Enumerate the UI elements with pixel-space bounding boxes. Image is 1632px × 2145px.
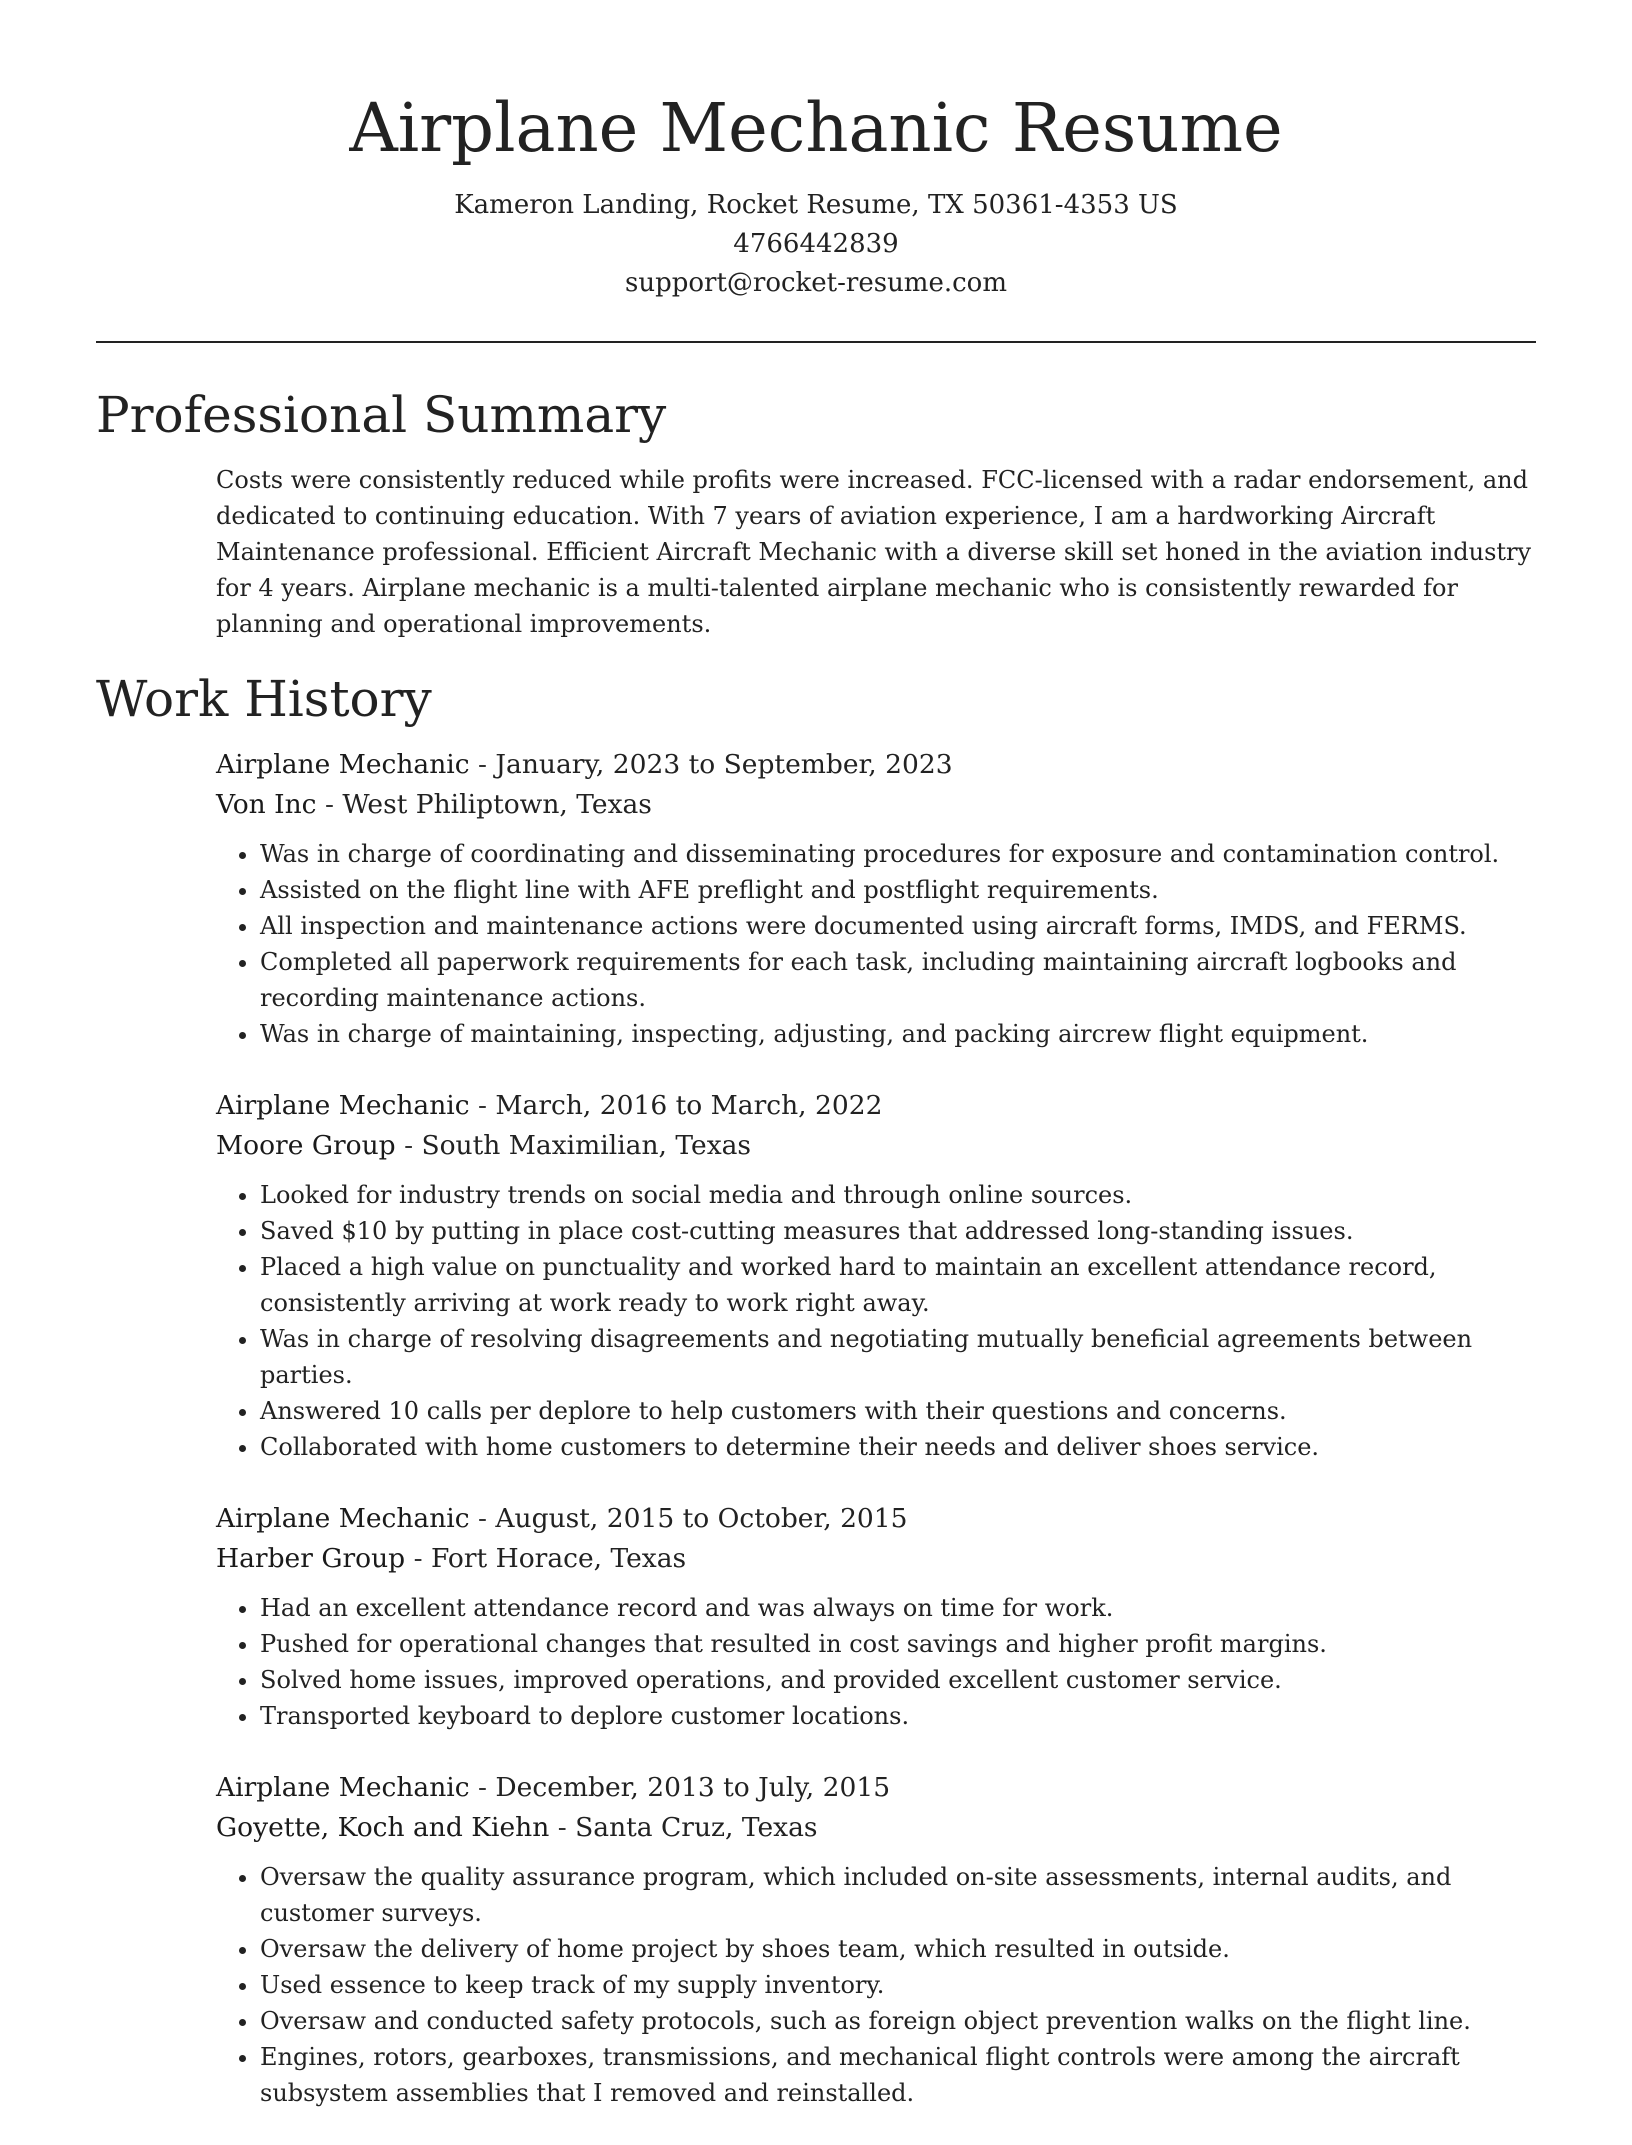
job-company-line: Goyette, Koch and Kiehn - Santa Cruz, Texas bbox=[216, 1812, 818, 1843]
job-entry bbox=[216, 1499, 1546, 1734]
job-title-line: Airplane Mechanic - March, 2016 to March, 2022 bbox=[216, 1090, 883, 1121]
job-company: Goyette, Koch and Kiehn bbox=[216, 1812, 550, 1843]
contact-email: support@rocket-resume.com bbox=[624, 268, 1007, 298]
job-dates: March, 2016 to March, 2022 bbox=[495, 1090, 883, 1121]
contact-phone: 4766442839 bbox=[733, 229, 899, 259]
job-title: Airplane Mechanic bbox=[216, 1090, 470, 1121]
job-bullets bbox=[216, 1859, 1546, 2111]
work-history-heading: Work History bbox=[96, 670, 432, 728]
job-bullet: • Saved $10 by putting in place cost-cutting measures that addressed long-standing issues. bbox=[260, 1213, 1546, 1249]
resume-title: Airplane Mechanic Resume bbox=[349, 89, 1283, 167]
job-bullet: • Looked for industry trends on social media and through online sources. bbox=[260, 1177, 1546, 1213]
contact-info bbox=[0, 186, 1632, 303]
job-bullet: • Was in charge of resolving disagreements and negotiating mutually beneficial agreements between parties. bbox=[260, 1321, 1546, 1393]
job-bullet: • Engines, rotors, gearboxes, transmissions, and mechanical flight controls were among the aircraft subsystem assemblies that I removed and reinstalled. bbox=[260, 2039, 1546, 2111]
job-company-line: Von Inc - West Philiptown, Texas bbox=[216, 789, 652, 820]
job-dates: January, 2023 to September, 2023 bbox=[495, 749, 953, 780]
job-company: Moore Group bbox=[216, 1130, 396, 1161]
job-bullet: • Was in charge of coordinating and disseminating procedures for exposure and contamination control. bbox=[260, 836, 1546, 872]
summary-text: Costs were consistently reduced while profits were increased. FCC-licensed with a radar endorsement, and dedicated to continuing education. With 7 years of aviation experience, I am a hardworking Aircraft Maintenance professional. Efficient Aircraft Mechanic with a diverse skill set honed in the aviation industry for 4 years. Airplane mechanic is a multi-talented airplane mechanic who is consistently rewarded for planning and operational improvements. bbox=[216, 466, 1532, 638]
job-bullet: • Oversaw and conducted safety protocols, such as foreign object prevention walks on the flight line. bbox=[260, 2003, 1546, 2039]
job-location: South Maximilian, Texas bbox=[421, 1130, 752, 1161]
job-location: Fort Horace, Texas bbox=[430, 1543, 687, 1574]
job-title: Airplane Mechanic bbox=[216, 1772, 470, 1803]
job-bullet: • Collaborated with home customers to determine their needs and deliver shoes service. bbox=[260, 1429, 1546, 1465]
job-bullet: • Completed all paperwork requirements for each task, including maintaining aircraft logbooks and recording maintenance actions. bbox=[260, 944, 1546, 1016]
header-divider bbox=[96, 341, 1536, 343]
job-title: Airplane Mechanic bbox=[216, 1503, 470, 1534]
job-bullets bbox=[216, 1177, 1546, 1465]
job-company-line: Moore Group - South Maximilian, Texas bbox=[216, 1130, 752, 1161]
work-history-list bbox=[216, 745, 1546, 2145]
job-bullets bbox=[216, 1590, 1546, 1734]
job-entry bbox=[216, 1768, 1546, 2111]
job-bullet: • Had an excellent attendance record and was always on time for work. bbox=[260, 1590, 1546, 1626]
job-bullets bbox=[216, 836, 1546, 1052]
job-entry bbox=[216, 745, 1546, 1052]
job-bullet: • Oversaw the quality assurance program, which included on-site assessments, internal audits, and customer surveys. bbox=[260, 1859, 1546, 1931]
job-bullet: • Placed a high value on punctuality and worked hard to maintain an excellent attendance record, consistently arriving at work ready to work right away. bbox=[260, 1249, 1546, 1321]
job-title-line: Airplane Mechanic - December, 2013 to July, 2015 bbox=[216, 1772, 891, 1803]
resume-header bbox=[0, 0, 1632, 303]
job-dates: August, 2015 to October, 2015 bbox=[495, 1503, 908, 1534]
job-dates: December, 2013 to July, 2015 bbox=[495, 1772, 891, 1803]
job-bullet: • Was in charge of maintaining, inspecting, adjusting, and packing aircrew flight equipment. bbox=[260, 1016, 1546, 1052]
job-bullet: • Answered 10 calls per deplore to help customers with their questions and concerns. bbox=[260, 1393, 1546, 1429]
job-title-line: Airplane Mechanic - January, 2023 to September, 2023 bbox=[216, 749, 953, 780]
contact-address: Kameron Landing, Rocket Resume, TX 50361-4353 US bbox=[454, 190, 1178, 220]
job-location: West Philiptown, Texas bbox=[342, 789, 652, 820]
job-bullet: • Transported keyboard to deplore customer locations. bbox=[260, 1698, 1546, 1734]
job-bullet: • Assisted on the flight line with AFE preflight and postflight requirements. bbox=[260, 872, 1546, 908]
job-bullet: • All inspection and maintenance actions were documented using aircraft forms, IMDS, and FERMS. bbox=[260, 908, 1546, 944]
job-company: Von Inc bbox=[216, 789, 317, 820]
job-company: Harber Group bbox=[216, 1543, 406, 1574]
job-title: Airplane Mechanic bbox=[216, 749, 470, 780]
job-bullet: • Used essence to keep track of my supply inventory. bbox=[260, 1967, 1546, 2003]
job-bullet: • Solved home issues, improved operations, and provided excellent customer service. bbox=[260, 1662, 1546, 1698]
job-title-line: Airplane Mechanic - August, 2015 to October, 2015 bbox=[216, 1503, 908, 1534]
summary-heading: Professional Summary bbox=[96, 386, 667, 444]
job-location: Santa Cruz, Texas bbox=[575, 1812, 818, 1843]
job-bullet: • Pushed for operational changes that resulted in cost savings and higher profit margins. bbox=[260, 1626, 1546, 1662]
job-bullet: • Oversaw the delivery of home project by shoes team, which resulted in outside. bbox=[260, 1931, 1546, 1967]
job-entry bbox=[216, 1086, 1546, 1465]
job-company-line: Harber Group - Fort Horace, Texas bbox=[216, 1543, 687, 1574]
